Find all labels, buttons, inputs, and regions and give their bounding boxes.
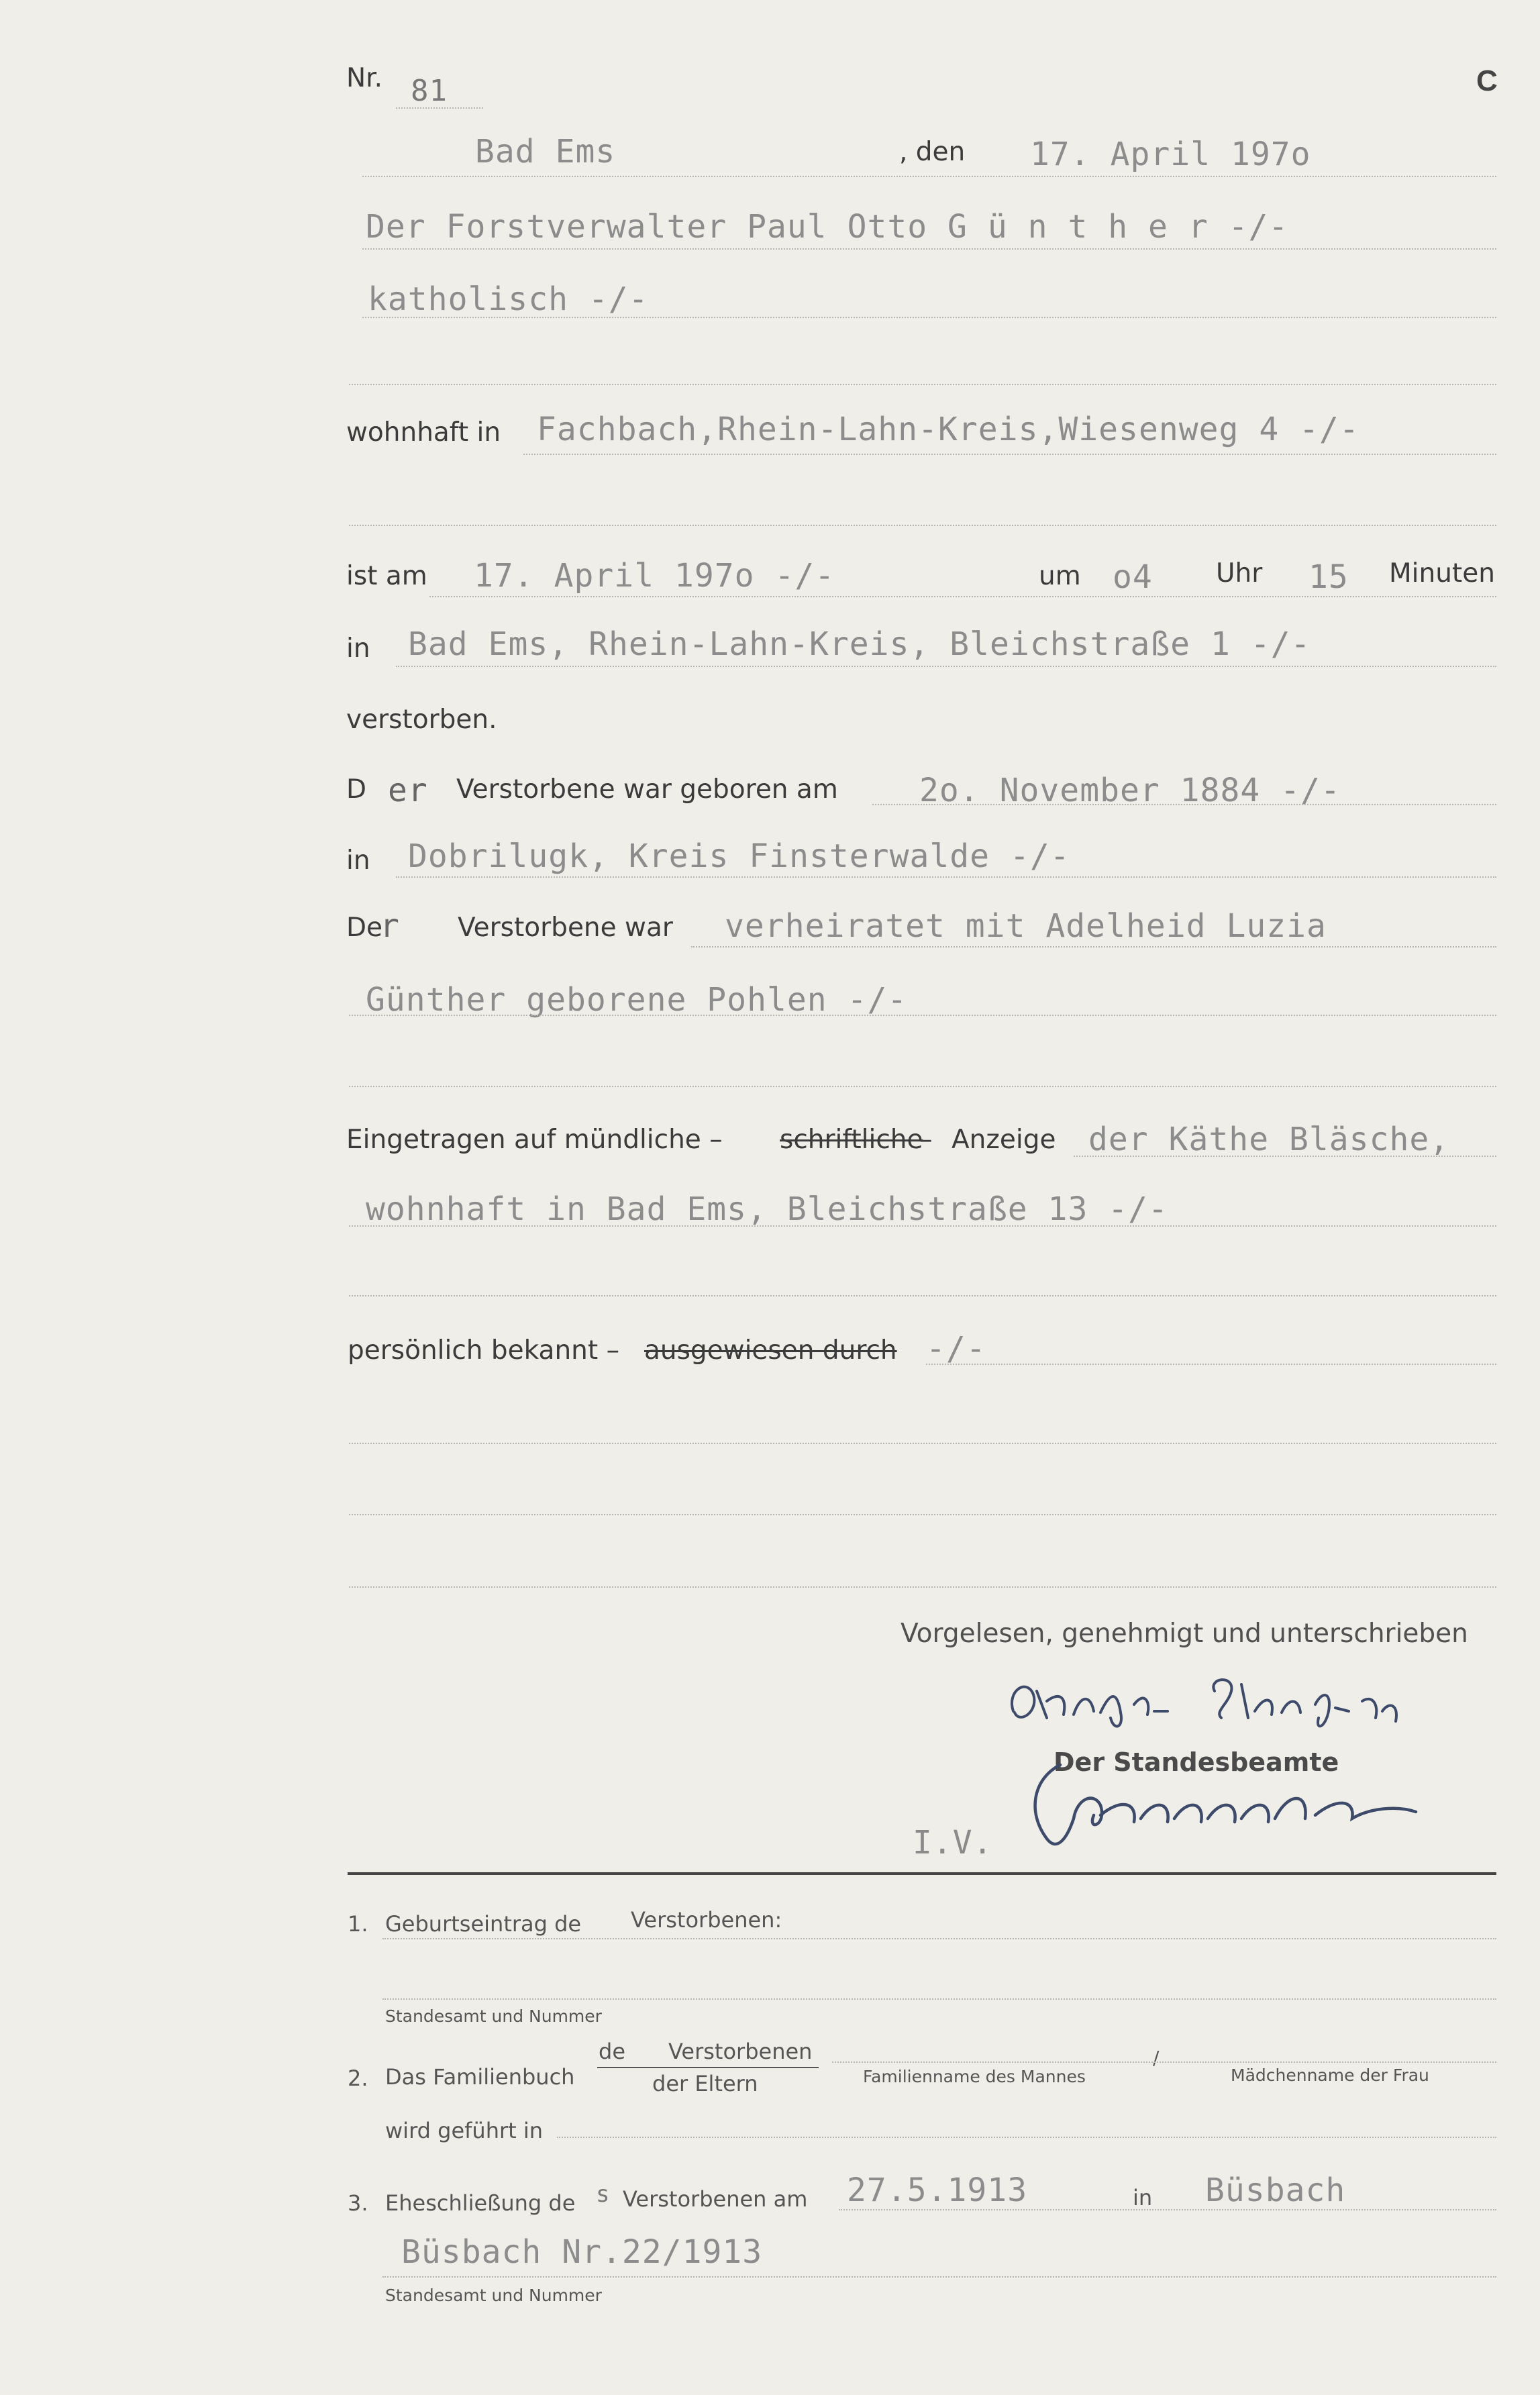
item2-fraction-top-b: Verstorbenen [668,2039,813,2064]
informant-signature [1000,1664,1470,1738]
dotted-line [926,1364,1496,1365]
item1-label: Geburtseintrag de [385,1911,582,1937]
birth-label: Verstorbene war geboren am [456,774,838,805]
dotted-line [349,1015,1496,1016]
dotted-line [349,1295,1496,1296]
date-value: 17. April 197o [1030,136,1311,173]
anzeige-label: Anzeige [952,1125,1056,1155]
marital-line-1: verheiratet mit Adelheid Luzia [725,907,1327,945]
um-label: um [1039,561,1081,591]
read-approved-label: Vorgelesen, genehmigt und unterschrieben [901,1619,1468,1649]
identity-label: persönlich bekannt – [348,1335,620,1366]
item1-sub: Standesamt und Nummer [385,2006,602,2026]
residence-label: wohnhaft in [346,417,501,448]
dotted-line [382,1938,1496,1939]
item2-num: 2. [348,2066,368,2091]
dotted-line [691,946,1496,948]
death-date: 17. April 197o -/- [474,557,835,595]
dotted-line [839,2209,1496,2210]
dotted-line [349,525,1496,526]
marital-line-2: Günther geborene Pohlen -/- [366,981,908,1019]
death-hour: o4 [1113,558,1153,596]
registrar-label: Der Standesbeamte [1054,1747,1339,1777]
identity-typed: -/- [926,1330,986,1368]
item2-label: Das Familienbuch [385,2064,575,2090]
item2-col2: Mädchenname der Frau [1231,2066,1429,2085]
dotted-line [362,248,1496,250]
den-label: , den [899,137,966,167]
fraction-line [597,2067,819,2068]
death-place: Bad Ems, Rhein-Lahn-Kreis, Bleichstraße 1 -/- [408,625,1311,663]
dotted-line [349,1086,1496,1087]
item3-date: 27.5.1913 [847,2172,1028,2209]
dotted-line [362,176,1496,177]
dotted-line [832,2061,1496,2063]
marital-r-typed: r [380,907,400,945]
item3-typed-s: s [596,2181,611,2208]
dotted-line [523,454,1496,455]
marital-label: Verstorbene war [458,913,673,943]
minuten-label: Minuten [1389,558,1495,589]
residence-value: Fachbach,Rhein-Lahn-Kreis,Wiesenweg 4 -/- [537,411,1359,448]
marital-de-label: De [346,913,383,943]
dotted-line [349,1586,1496,1588]
dotted-line [396,876,1496,878]
death-minutes: 15 [1308,558,1349,596]
person-line-1: Der Forstverwalter Paul Otto G ü n t h e r -/- [366,208,1289,246]
item2-fraction-bottom: der Eltern [652,2071,758,2096]
birth-er-typed: er [388,772,428,809]
dotted-line [396,666,1496,667]
person-line-2: katholisch -/- [368,281,649,318]
item1-suffix: Verstorbenen: [631,1907,782,1933]
item3-sub: Standesamt und Nummer [385,2286,602,2305]
death-in-label: in [346,633,370,664]
item3-num: 3. [348,2190,368,2216]
dotted-line [382,1998,1496,2000]
dotted-line [349,1514,1496,1515]
birth-in-label: in [346,846,370,876]
dotted-line [349,1443,1496,1444]
registrar-signature [1020,1751,1436,1866]
registration-struck: schriftliche [780,1125,923,1155]
dotted-line [349,384,1496,385]
ist-am-label: ist am [346,561,427,591]
registration-dash: – [919,1125,933,1155]
birth-place: Dobrilugk, Kreis Finsterwalde -/- [408,837,1070,875]
dotted-line [557,2137,1496,2138]
uhr-label: Uhr [1216,558,1263,589]
registration-line-2: wohnhaft in Bad Ems, Bleichstraße 13 -/- [366,1190,1168,1228]
item3-in: in [1133,2185,1153,2210]
iv-typed: I.V. [913,1824,993,1862]
item3-label: Eheschließung de [385,2190,576,2216]
registration-label: Eingetragen auf mündliche – [346,1125,723,1155]
dotted-line [429,596,1496,597]
birth-date: 2o. November 1884 -/- [919,772,1341,809]
item1-num: 1. [348,1911,368,1937]
registrar-signature-text: Hennecke [1020,1751,1023,1752]
corner-mark: C [1476,64,1498,97]
informant-signature-text: Käthe Bläsche [1000,1664,1005,1665]
item3-record: Büsbach Nr.22/1913 [401,2233,763,2271]
verstorben-label: verstorben. [346,705,497,735]
item2-fraction-top-a: de [599,2039,625,2064]
identity-struck: ausgewiesen durch [644,1335,897,1366]
birth-d-label: D [346,774,367,805]
dotted-line [1074,1156,1496,1157]
item3-place: Büsbach [1205,2172,1346,2209]
registration-line-1: der Käthe Bläsche, [1088,1121,1450,1158]
section-divider [348,1872,1496,1875]
dotted-line [382,2276,1496,2278]
dotted-line [349,1225,1496,1227]
dotted-line [362,317,1496,318]
place-value: Bad Ems [475,133,616,170]
nr-line [396,107,483,109]
nr-value: 81 [411,74,448,108]
item2-col1: Familienname des Mannes [863,2067,1086,2086]
item2-slash: / [1153,2047,1160,2069]
nr-label: Nr. [346,63,383,93]
dotted-line [872,804,1496,805]
item2-line2: wird geführt in [385,2118,544,2143]
item3-mid: Verstorbenen am [623,2186,808,2212]
